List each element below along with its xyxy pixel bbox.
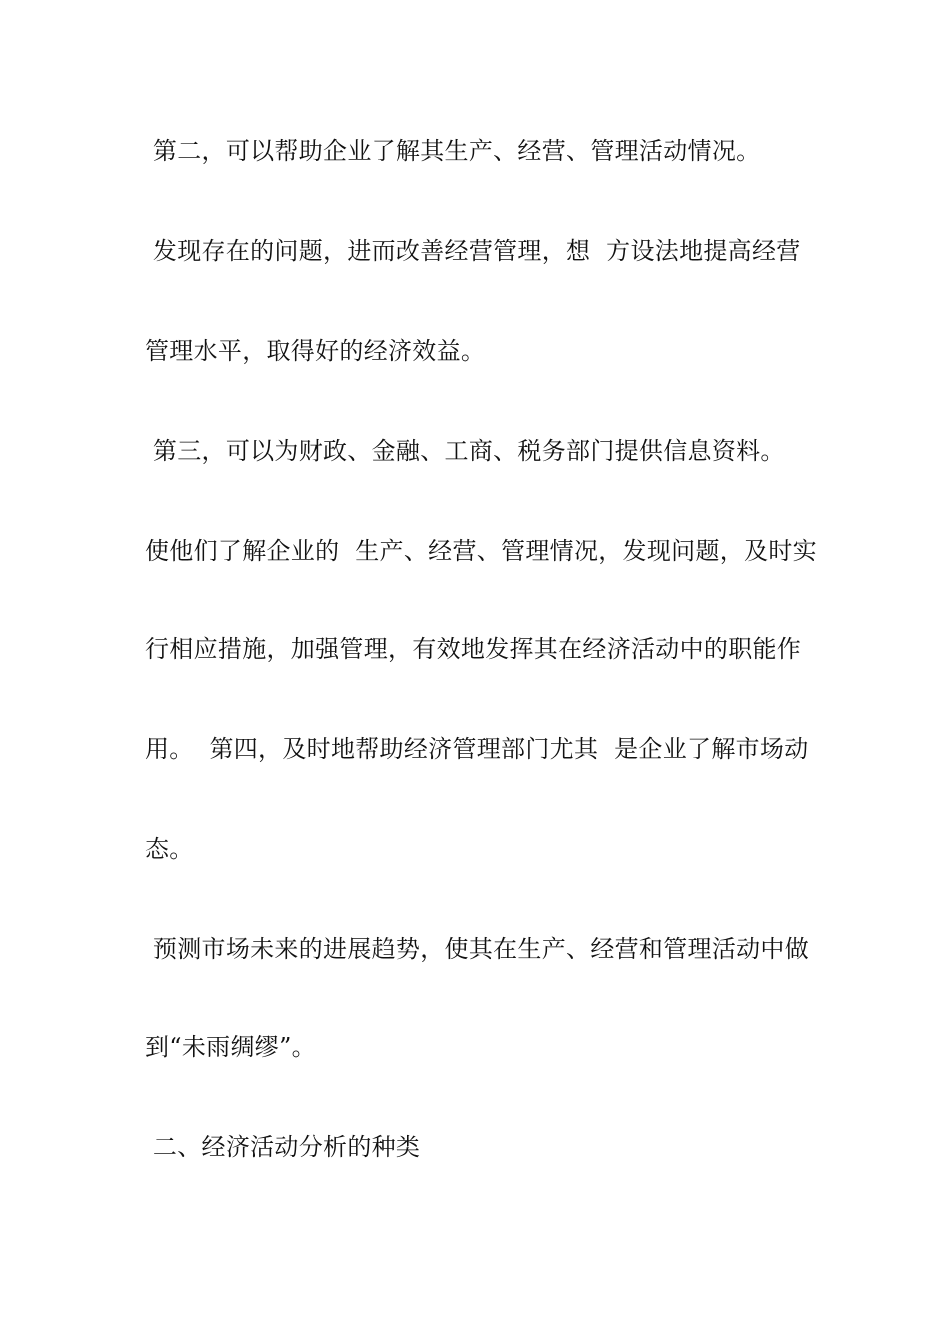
text-line: 行相应措施，加强管理，有效地发挥其在经济活动中的职能作 <box>145 635 802 663</box>
section-heading: 二、经济活动分析的种类 <box>145 1133 421 1161</box>
text-line: 到“未雨绸缪”。 <box>145 1033 316 1061</box>
text-line: 管理水平，取得好的经济效益。 <box>145 337 486 365</box>
text-line: 第二，可以帮助企业了解其生产、经营、管理活动情况。 <box>145 137 761 165</box>
text-line: 使他们了解企业的 生产、经营、管理情况，发现问题，及时实 <box>145 537 817 565</box>
text-line: 态。 <box>145 835 194 863</box>
text-line: 发现存在的问题，进而改善经营管理，想 方设法地提高经营 <box>145 237 801 265</box>
text-line: 预测市场未来的进展趋势，使其在生产、经营和管理活动中做 <box>145 935 810 963</box>
text-line: 第三，可以为财政、金融、工商、税务部门提供信息资料。 <box>145 437 785 465</box>
text-line: 用。 第四，及时地帮助经济管理部门尤其 是企业了解市场动 <box>145 735 809 763</box>
